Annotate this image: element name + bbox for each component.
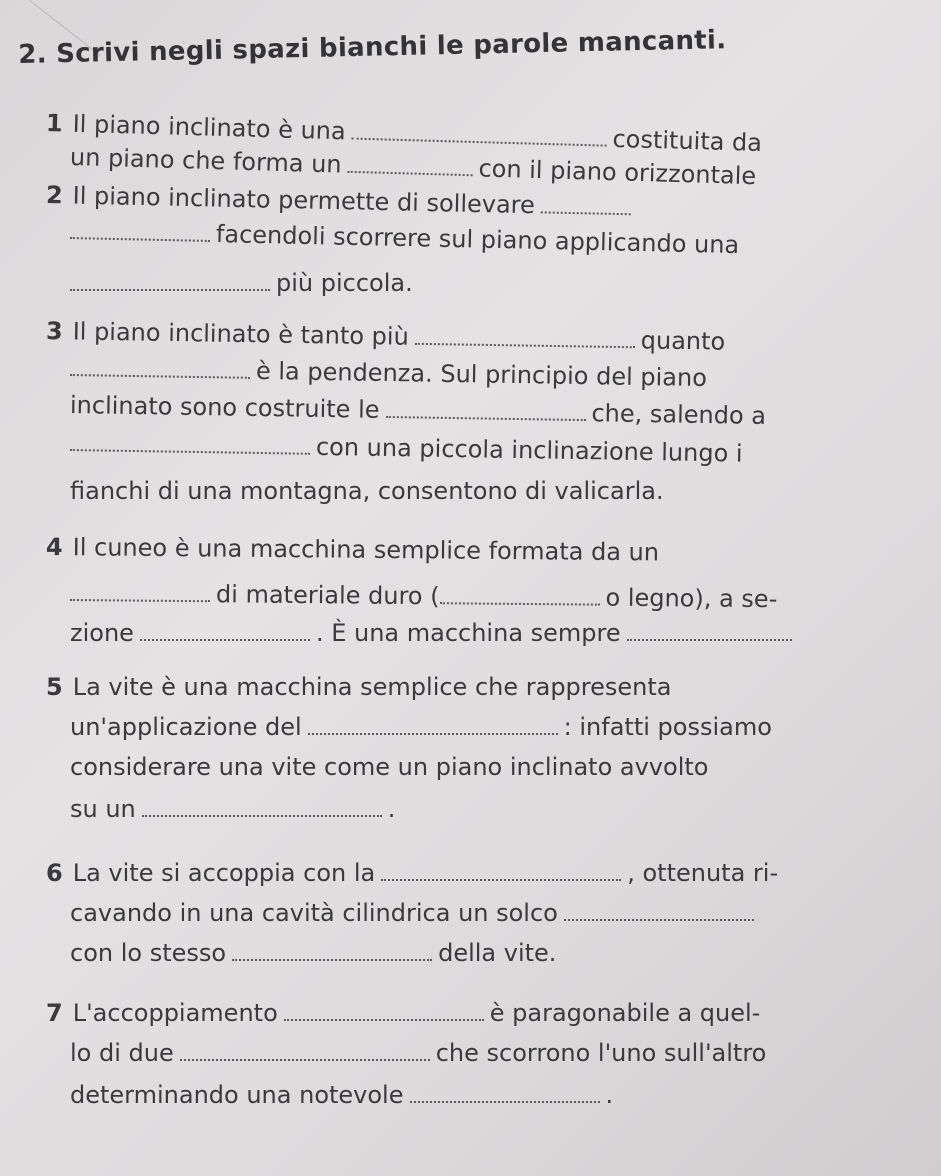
- item-7-line-1: [46, 998, 760, 1028]
- blank-field[interactable]: [308, 715, 558, 735]
- text-segment: .: [387, 795, 396, 823]
- blank-field[interactable]: [232, 941, 432, 961]
- item-5-line-2: [70, 712, 772, 742]
- blank-field[interactable]: [140, 621, 310, 641]
- item-number: 4: [45, 533, 63, 562]
- item-number: 6: [46, 859, 63, 887]
- text-segment: facendoli scorrere sul piano applicando una: [215, 220, 740, 260]
- text-segment: L'accoppiamento: [72, 999, 278, 1027]
- blank-field[interactable]: [284, 1001, 484, 1021]
- text-segment: che scorrono l'uno sull'altro: [435, 1039, 767, 1067]
- item-2-line-1: [46, 180, 637, 222]
- text-segment: con una piccola inclinazione lungo i: [315, 432, 743, 468]
- item-7-line-3: [70, 1080, 613, 1110]
- item-4-line-3: [70, 618, 798, 648]
- text-segment: con il piano orizzontale: [478, 154, 757, 191]
- text-segment: della vite.: [438, 939, 557, 967]
- text-segment: o legno), a se-: [605, 583, 778, 614]
- text-segment: costituita da: [612, 124, 763, 157]
- text-segment: cavando in una cavità cilindrica un solco: [70, 899, 558, 927]
- text-segment: su un: [70, 795, 136, 823]
- item-number: 1: [45, 109, 64, 138]
- blank-field[interactable]: [415, 325, 635, 348]
- blank-field[interactable]: [410, 1083, 600, 1103]
- text-segment: , ottenuta ri-: [627, 859, 779, 887]
- item-2-line-2: [70, 216, 740, 260]
- text-segment: La vite è una macchina semplice che rappresenta: [72, 673, 672, 701]
- text-segment: più piccola.: [276, 269, 413, 297]
- blank-field[interactable]: [381, 861, 621, 881]
- text-segment: un piano che forma un: [69, 143, 342, 179]
- item-3-line-4: [70, 428, 743, 469]
- item-2-line-3: [70, 268, 413, 298]
- exercise-heading: 2. Scrivi negli spazi bianchi le parole mancanti.: [18, 25, 727, 70]
- item-number: 3: [45, 317, 63, 346]
- text-segment: zione: [70, 619, 134, 647]
- text-segment: di materiale duro (: [215, 580, 440, 611]
- text-segment: Il piano inclinato permette di sollevare: [72, 181, 536, 220]
- item-7-line-2: [70, 1038, 766, 1068]
- item-5-line-1: [46, 672, 672, 702]
- item-3-line-2: [70, 353, 707, 393]
- text-segment: La vite si accoppia con la: [72, 859, 376, 887]
- text-segment: determinando una notevole: [70, 1081, 404, 1109]
- item-number: 7: [46, 999, 63, 1027]
- blank-field[interactable]: [70, 271, 270, 291]
- blank-field[interactable]: [180, 1041, 430, 1061]
- text-segment: : infatti possiamo: [563, 713, 772, 741]
- text-segment: fianchi di una montagna, consentono di valicarla.: [70, 477, 664, 505]
- item-4-line-2: [70, 578, 778, 614]
- blank-field[interactable]: [70, 356, 250, 379]
- text-segment: è paragonabile a quel-: [489, 999, 761, 1027]
- blank-field[interactable]: [70, 431, 310, 455]
- item-6-line-2: [70, 898, 760, 928]
- item-5-line-3: [70, 752, 708, 782]
- blank-field[interactable]: [564, 901, 754, 921]
- blank-field[interactable]: [142, 797, 382, 817]
- text-segment: considerare una vite come un piano inclinato avvolto: [70, 753, 709, 781]
- text-segment: . È una macchina sempre: [315, 619, 621, 647]
- text-segment: Il piano inclinato è una: [72, 109, 347, 146]
- text-segment: lo di due: [70, 1039, 174, 1067]
- text-segment: Il piano inclinato è tanto più: [72, 317, 410, 351]
- text-segment: è la pendenza. Sul principio del piano: [255, 356, 708, 393]
- text-segment: Il cuneo è una macchina semplice formata da un: [72, 533, 660, 567]
- item-5-line-4: [70, 794, 395, 824]
- item-4-line-1: [46, 532, 659, 567]
- text-segment: che, salendo a: [591, 399, 767, 430]
- item-number: 2: [45, 181, 63, 210]
- blank-field[interactable]: [627, 621, 792, 641]
- item-3-line-5: [70, 476, 664, 506]
- blank-field[interactable]: [351, 120, 606, 147]
- item-3-line-1: [46, 316, 726, 357]
- item-6-line-3: [70, 938, 556, 968]
- item-number: 5: [46, 673, 63, 701]
- blank-field[interactable]: [385, 398, 585, 421]
- text-segment: quanto: [640, 326, 726, 356]
- item-6-line-1: [46, 858, 778, 888]
- blank-field[interactable]: [70, 219, 210, 242]
- text-segment: .: [605, 1081, 614, 1109]
- blank-field[interactable]: [347, 153, 473, 176]
- text-segment: con lo stesso: [70, 939, 227, 967]
- blank-field[interactable]: [541, 193, 631, 215]
- item-3-line-3: [70, 390, 766, 431]
- text-segment: inclinato sono costruite le: [69, 391, 380, 424]
- blank-field[interactable]: [439, 584, 599, 605]
- blank-field[interactable]: [70, 581, 210, 602]
- text-segment: un'applicazione del: [70, 713, 302, 741]
